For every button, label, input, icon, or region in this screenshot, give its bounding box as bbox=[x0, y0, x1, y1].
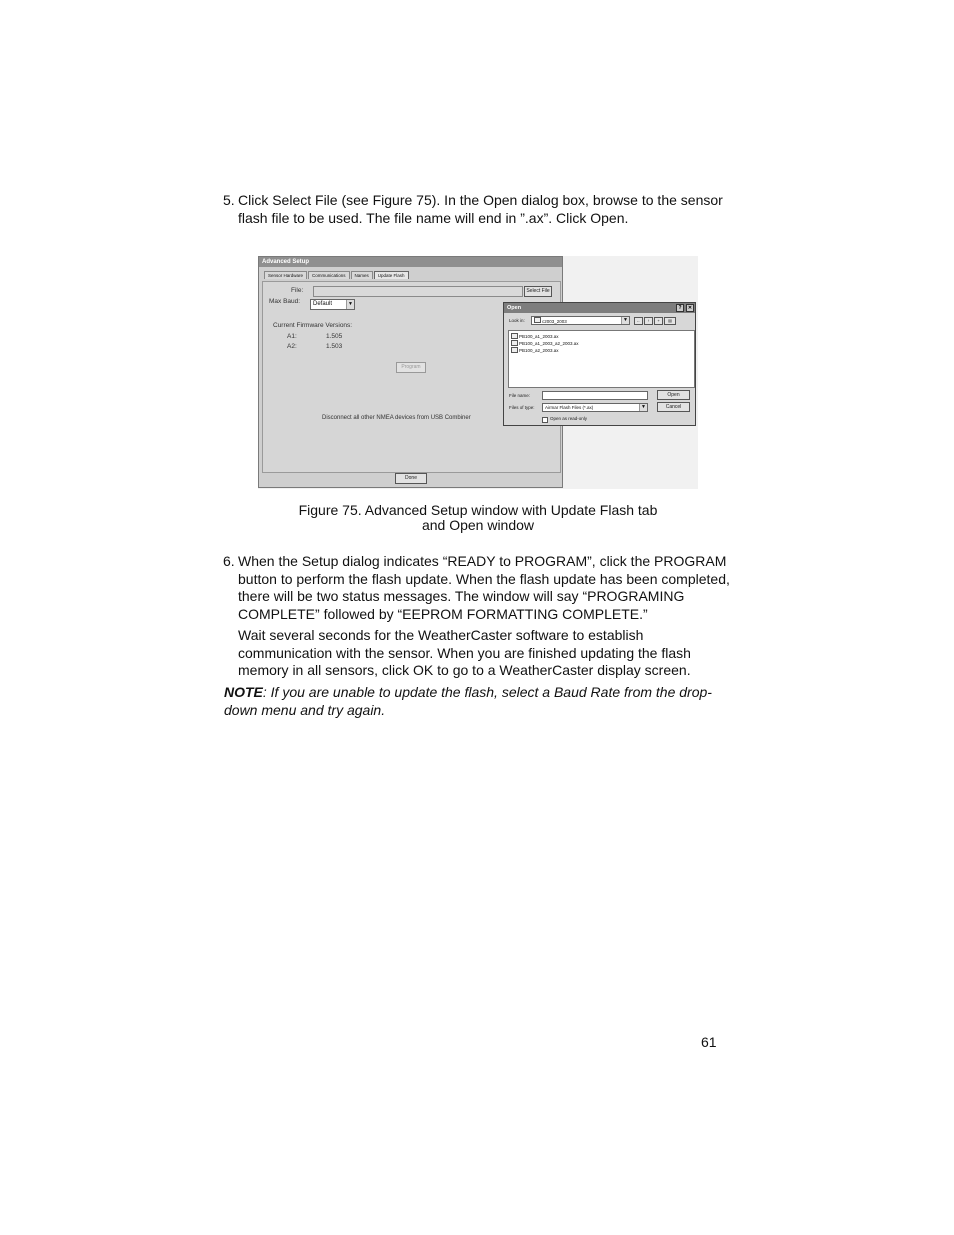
tab-names[interactable]: Names bbox=[351, 271, 373, 279]
look-in-select[interactable] bbox=[531, 316, 630, 325]
max-baud-value: Default bbox=[313, 301, 333, 307]
program-button[interactable]: Program bbox=[396, 362, 426, 373]
list-item[interactable] bbox=[511, 347, 559, 353]
a2-value: 1.503 bbox=[326, 343, 343, 350]
help-button[interactable]: ? bbox=[676, 304, 684, 312]
select-file-button[interactable]: Select File bbox=[524, 286, 552, 297]
step-5-number: 5. bbox=[223, 192, 235, 208]
file-icon bbox=[511, 340, 518, 346]
step-6-number: 6. bbox=[223, 553, 235, 569]
new-folder-icon[interactable]: + bbox=[654, 317, 663, 325]
look-in-label: Look in: bbox=[509, 318, 525, 323]
step-6-followup: Wait several seconds for the WeatherCaster software to establish communication with the sensor. When you are finished updating the flash memory in all sensors, click OK to go to a WeatherCaster display screen. bbox=[238, 627, 691, 678]
advanced-setup-title: Advanced Setup bbox=[259, 257, 562, 267]
file-icon bbox=[511, 333, 518, 339]
step-5 bbox=[223, 192, 733, 227]
max-baud-label: Max Baud: bbox=[269, 298, 301, 305]
disconnect-text: Disconnect all other NMEA devices from USB Combiner bbox=[322, 415, 471, 421]
file-name-label: File name: bbox=[509, 393, 531, 398]
step-6-text: When the Setup dialog indicates “READY to PROGRAM”, click the PROGRAM button to perform the flash update. When the flash update has been completed, there will be two status messages. The window will say “PROGRAMING COMPLETE” followed by “EEPROM FORMATTING COMPLETE.” bbox=[238, 553, 730, 622]
note-text: : If you are unable to update the flash, select a Baud Rate from the drop-down menu and try again. bbox=[224, 684, 712, 718]
page-number: 61 bbox=[701, 1034, 717, 1050]
max-baud-select[interactable] bbox=[310, 299, 355, 310]
read-only-label: Open as read-only bbox=[550, 416, 588, 421]
file-name: PB100_a1_2003.ax bbox=[519, 333, 559, 339]
done-button[interactable]: Done bbox=[395, 473, 427, 484]
file-icon bbox=[511, 347, 518, 353]
a1-label: A1: bbox=[287, 333, 297, 340]
cancel-button[interactable]: Cancel bbox=[657, 402, 690, 412]
figure-caption bbox=[258, 503, 698, 532]
a2-label: A2: bbox=[287, 343, 297, 350]
back-icon[interactable]: ← bbox=[634, 317, 643, 325]
file-label: File: bbox=[291, 287, 304, 294]
open-dialog bbox=[503, 302, 696, 426]
files-of-type-select[interactable] bbox=[542, 403, 648, 412]
close-button[interactable]: ✕ bbox=[687, 305, 693, 311]
open-dialog-title: Open bbox=[507, 305, 522, 311]
list-item[interactable] bbox=[511, 340, 579, 346]
file-path-field bbox=[313, 286, 523, 297]
read-only-checkbox[interactable] bbox=[542, 417, 548, 423]
file-name: PB100_a1_2003_a2_2003.ax bbox=[519, 340, 579, 346]
tab-communications[interactable]: Communications bbox=[308, 271, 350, 279]
note-label: NOTE bbox=[224, 684, 263, 700]
open-button[interactable]: Open bbox=[657, 390, 690, 400]
step-6 bbox=[223, 553, 733, 623]
file-list bbox=[508, 330, 695, 388]
file-name: PB100_a2_2003.ax bbox=[519, 347, 559, 353]
view-menu-icon[interactable]: ▤ bbox=[664, 317, 676, 325]
file-name-input[interactable] bbox=[542, 391, 648, 400]
folder-icon bbox=[534, 317, 541, 323]
chevron-down-icon: ▼ bbox=[346, 300, 354, 309]
figure-75 bbox=[258, 256, 698, 489]
tab-sensor-hardware[interactable]: Sensor Hardware bbox=[264, 271, 307, 279]
caption-line-1: Figure 75. Advanced Setup window with Update Flash tab bbox=[298, 502, 658, 518]
files-of-type-label: Files of type: bbox=[509, 405, 535, 410]
tab-update-flash[interactable]: Update Flash bbox=[374, 271, 409, 279]
tab-bar bbox=[264, 271, 410, 279]
look-in-value: c2003_2003 bbox=[542, 319, 567, 324]
note bbox=[224, 684, 734, 719]
a1-value: 1.505 bbox=[326, 333, 343, 340]
files-of-type-value: Airmar Flash Files (*.ax) bbox=[545, 405, 594, 410]
firmware-heading: Current Firmware Versions: bbox=[273, 322, 353, 329]
up-folder-icon[interactable]: ↑ bbox=[644, 317, 653, 325]
caption-line-2: and Open window bbox=[421, 516, 535, 533]
step-5-text: Click Select File (see Figure 75). In the Open dialog box, browse to the sensor flash file to be used. The file name will end in ”.ax”. Click Open. bbox=[238, 192, 723, 226]
chevron-down-icon: ▼ bbox=[621, 317, 629, 324]
list-item[interactable] bbox=[511, 333, 559, 339]
open-dialog-titlebar bbox=[504, 303, 695, 313]
chevron-down-icon: ▼ bbox=[639, 404, 647, 411]
